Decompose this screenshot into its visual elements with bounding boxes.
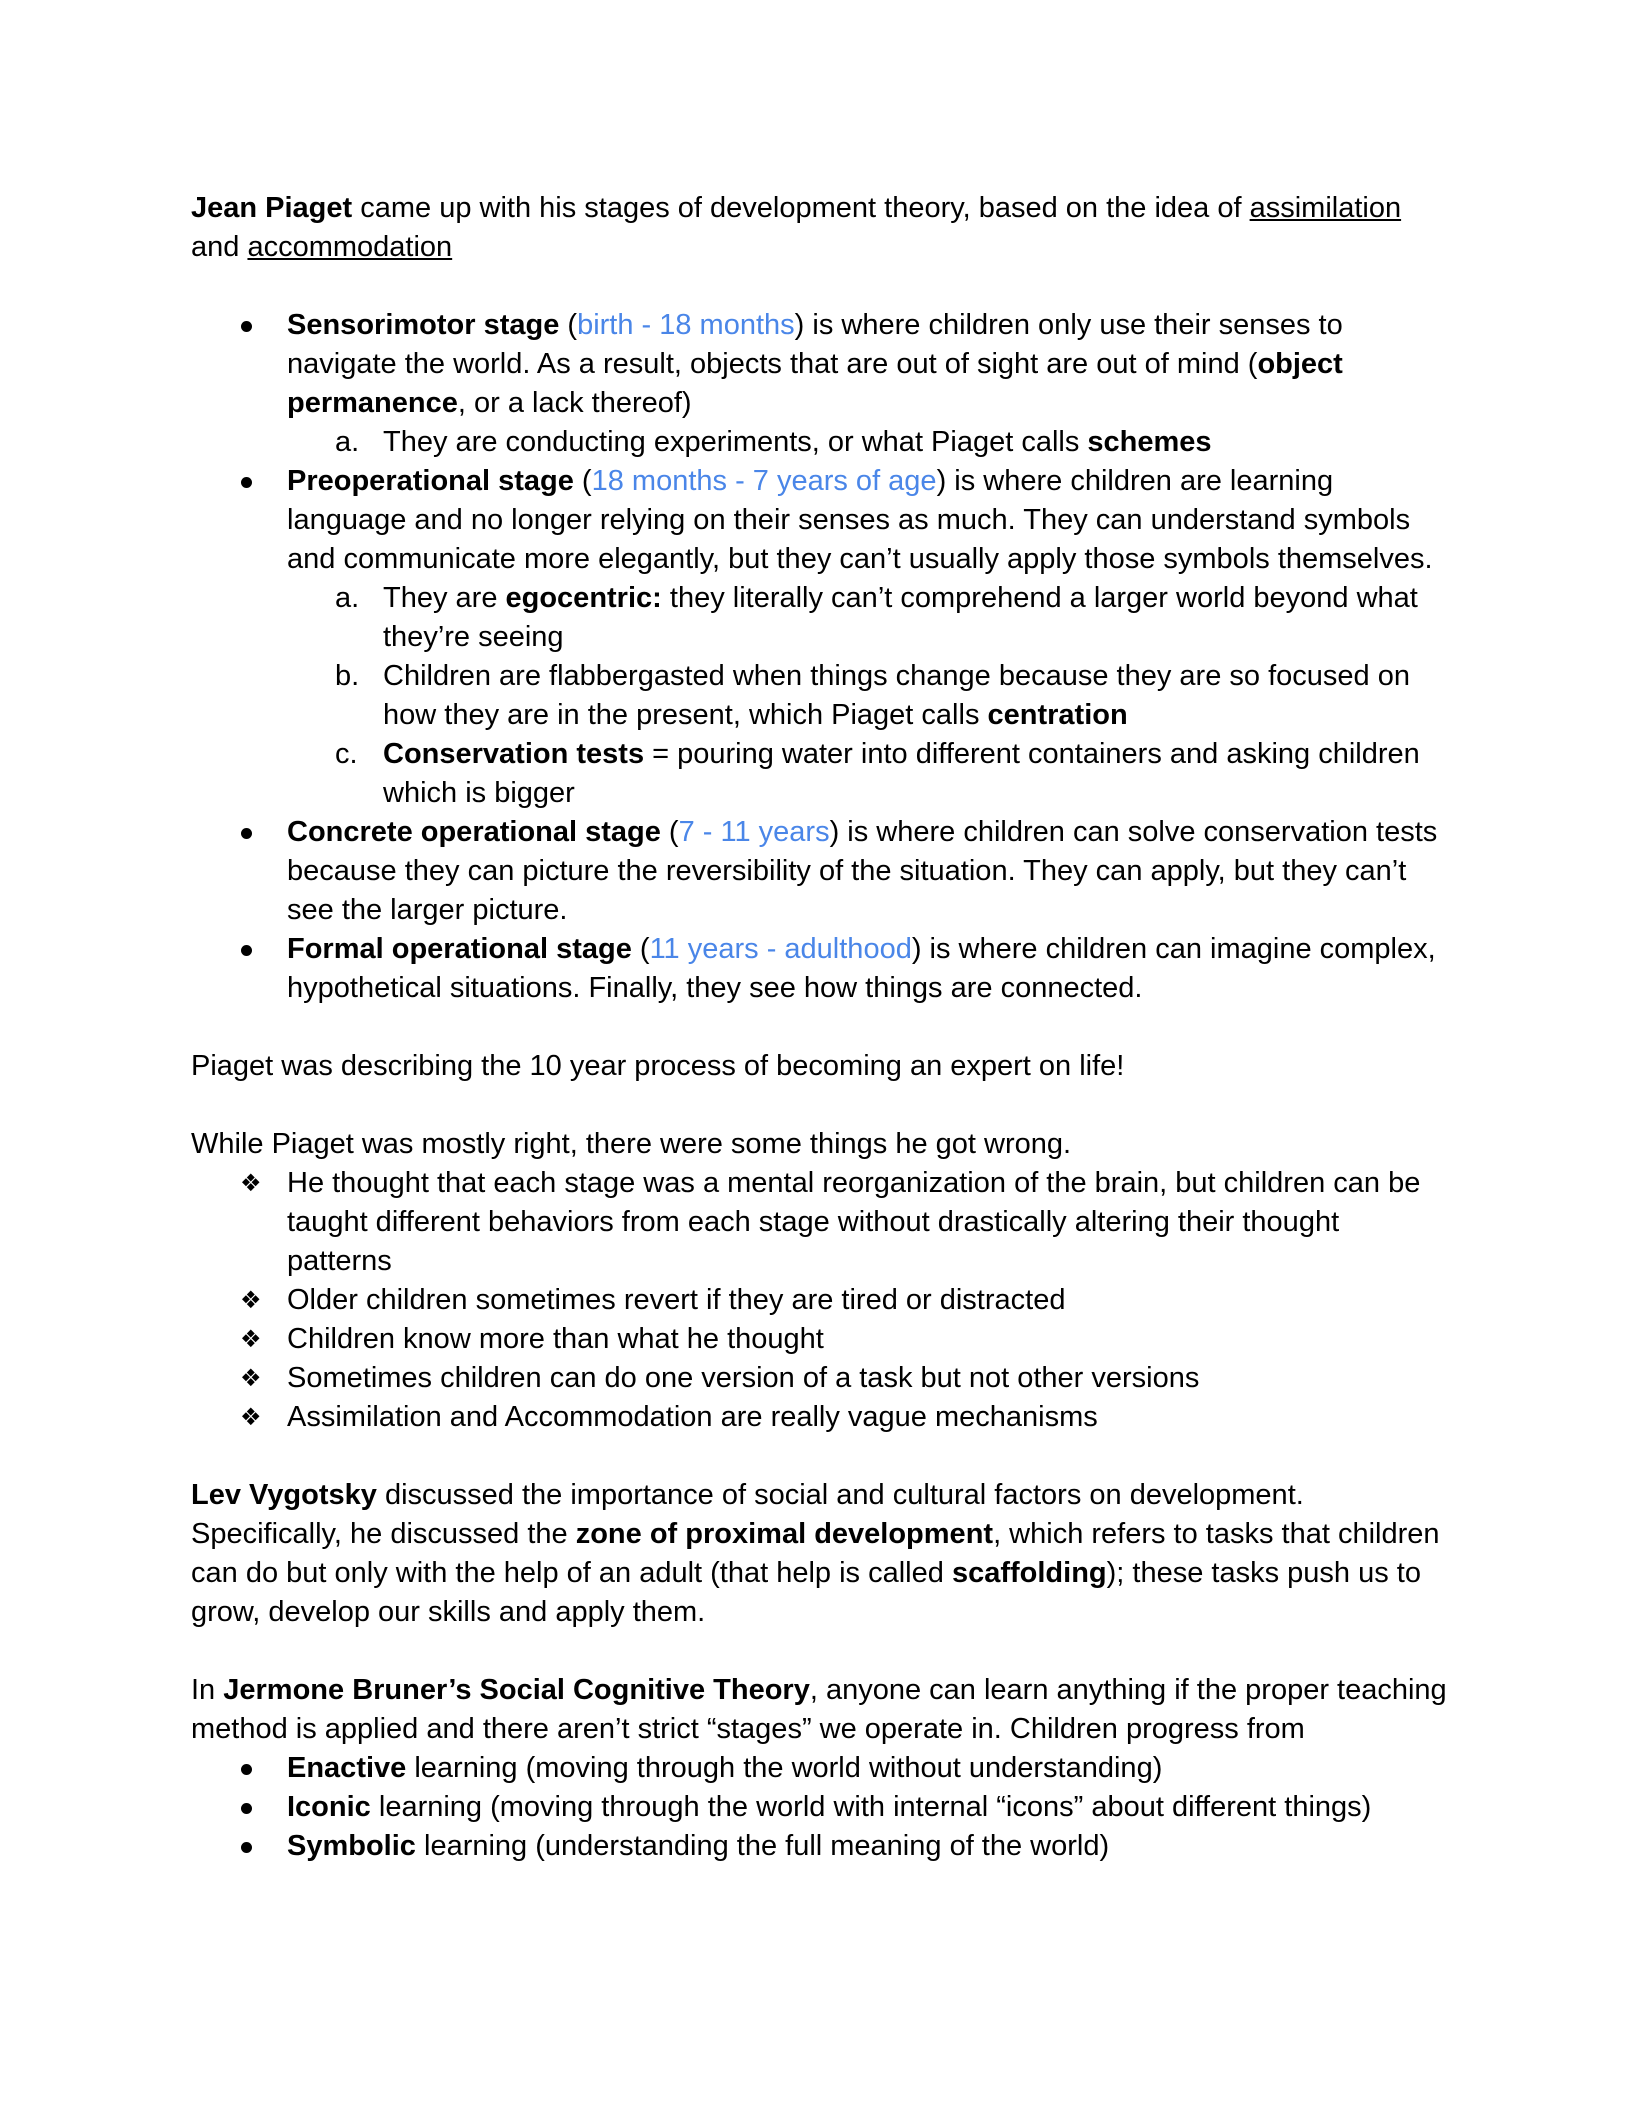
diamond-bullet-icon: ❖ <box>240 1169 262 1197</box>
criticism-text: He thought that each stage was a mental reorganization of the brain, but children can be taught different behaviors from each stage without drastically altering their thought patterns <box>287 1167 1421 1277</box>
piaget-name: Jean Piaget <box>191 192 353 224</box>
learning-description: learning (moving through the world without understanding) <box>406 1752 1163 1784</box>
stage-name: Concrete operational stage <box>287 816 661 848</box>
bruner-theory-name: Jermone Bruner’s Social Cognitive Theory <box>223 1674 810 1706</box>
subpoint <box>287 579 1451 657</box>
scaffolding-term: scaffolding <box>951 1557 1107 1589</box>
learning-type: Enactive <box>287 1752 407 1784</box>
learning-type: Iconic <box>287 1791 371 1823</box>
intro-text-2: and <box>191 231 248 263</box>
stage-name: Sensorimotor stage <box>287 309 560 341</box>
criticism-item <box>191 1320 1451 1359</box>
criticism-item <box>191 1398 1451 1437</box>
stage-name: Preoperational stage <box>287 465 574 497</box>
criticism-text: Children know more than what he thought <box>287 1323 824 1355</box>
subpoint-letter: b. <box>335 660 360 692</box>
preoperational-subpoints <box>287 579 1451 813</box>
diamond-bullet-icon: ❖ <box>240 1286 262 1314</box>
diamond-bullet-icon: ❖ <box>240 1403 262 1431</box>
bullet-icon <box>241 1842 252 1853</box>
intro-text: came up with his stages of development theory, based on the idea of <box>352 192 1250 224</box>
centration-term: centration <box>987 699 1128 731</box>
subpoint <box>287 657 1451 735</box>
bruner-item-enactive <box>191 1749 1451 1788</box>
criticism-text: Assimilation and Accommodation are really vague mechanisms <box>287 1401 1098 1433</box>
stage-preoperational: Preoperational stage (18 months - 7 years of age) is where children are learning language and no longer relying on their senses as much. They can understand symbols and communicate more elegantly, but they can’t usually apply those symbols themselves. a. They are egocentric: they literally can’t comprehend a larger world beyond what they’re seeing b. Children are flabbergasted when things change because they are so focused on how they are in the present, which Piaget calls centration c. Conservation tests = pouring water into different containers and asking children which is bigger <box>191 462 1451 813</box>
diamond-bullet-icon: ❖ <box>240 1325 262 1353</box>
document-body <box>191 189 1451 1866</box>
subpoint-letter: c. <box>335 738 358 770</box>
bullet-icon <box>241 477 252 488</box>
stage-formal-operational: Formal operational stage (11 years - adulthood) is where children can imagine complex, hypothetical situations. Finally, they see how things are connected. <box>191 930 1451 1008</box>
object-permanence-term: object permanence <box>287 348 1343 419</box>
criticism-item <box>191 1281 1451 1320</box>
stage-description: is where children are learning language and no longer relying on their senses as much. They can understand symbols and communicate more elegantly, but they can’t usually apply those symbols themselves. <box>287 465 1433 575</box>
diamond-bullet-icon: ❖ <box>240 1364 262 1392</box>
criticism-intro: While Piaget was mostly right, there were some things he got wrong. <box>191 1128 1072 1160</box>
piaget-intro-paragraph <box>191 189 1451 267</box>
assimilation-term: assimilation <box>1249 192 1402 224</box>
subpoint <box>287 735 1451 813</box>
subpoint-text: They are <box>383 582 506 614</box>
stage-age: 11 years - adulthood <box>649 933 912 965</box>
stage-description: is where children can solve conservation tests because they can picture the reversibility of the situation. They can apply, but they can’t see the larger picture. <box>287 816 1438 926</box>
stage-age: birth - 18 months <box>577 309 795 341</box>
stage-age: 7 - 11 years <box>678 816 830 848</box>
spacer <box>191 1437 1451 1476</box>
stage-concrete-operational: Concrete operational stage (7 - 11 years) is where children can solve conservation tests because they can picture the reversibility of the situation. They can apply, but they can’t see the larger picture. <box>191 813 1451 930</box>
bullet-icon <box>241 1764 252 1775</box>
vygotsky-paragraph <box>191 1476 1451 1632</box>
vygotsky-text-3: ); these tasks push us to grow, develop our skills and apply them. <box>191 1557 1421 1628</box>
vygotsky-text-2: , which refers to tasks that children can do but only with the help of an adult (that help is called <box>191 1518 1440 1589</box>
bullet-icon <box>241 1803 252 1814</box>
stage-description: is where children can imagine complex, hypothetical situations. Finally, they see how things are connected. <box>287 933 1436 1004</box>
bruner-item-iconic <box>191 1788 1451 1827</box>
stage-description-tail: , or a lack thereof) <box>457 387 692 419</box>
bullet-icon <box>241 828 252 839</box>
subpoint-letter: a. <box>335 426 360 458</box>
criticism-text: Older children sometimes revert if they are tired or distracted <box>287 1284 1066 1316</box>
learning-description: learning (moving through the world with internal “icons” about different things) <box>370 1791 1372 1823</box>
sensorimotor-subpoints <box>287 423 1451 462</box>
learning-type: Symbolic <box>287 1830 416 1862</box>
criticism-text: Sometimes children can do one version of a task but not other versions <box>287 1362 1200 1394</box>
bruner-list <box>191 1749 1451 1866</box>
stage-name: Formal operational stage <box>287 933 632 965</box>
bruner-text: , anyone can learn anything if the proper teaching method is applied and there aren’t strict “stages” we operate in. Children progress from <box>191 1674 1447 1745</box>
spacer <box>191 1008 1451 1047</box>
stage-description: is where children only use their senses to navigate the world. As a result, objects that are out of sight are out of mind ( <box>287 309 1343 380</box>
stage-age: 18 months - 7 years of age <box>591 465 937 497</box>
criticism-item <box>191 1164 1451 1281</box>
expert-line: Piaget was describing the 10 year process of becoming an expert on life! <box>191 1050 1125 1082</box>
vygotsky-text: discussed the importance of social and cultural factors on development. Specifically, he discussed the <box>191 1479 1304 1550</box>
spacer <box>191 267 1451 306</box>
bullet-icon <box>241 321 252 332</box>
bruner-paragraph <box>191 1671 1451 1749</box>
subpoint-text: = pouring water into different containers and asking children which is bigger <box>383 738 1420 809</box>
schemes-term: schemes <box>1087 426 1212 458</box>
subpoint <box>287 423 1451 462</box>
bullet-icon <box>241 945 252 956</box>
subpoint-letter: a. <box>335 582 360 614</box>
zpd-term: zone of proximal development <box>575 1518 994 1550</box>
accommodation-term: accommodation <box>247 231 453 263</box>
subpoint-text: Children are flabbergasted when things change because they are so focused on how they are in the present, which Piaget calls <box>383 660 1410 731</box>
spacer <box>191 1086 1451 1125</box>
learning-description: learning (understanding the full meaning of the world) <box>415 1830 1110 1862</box>
conservation-tests-term: Conservation tests <box>383 738 645 770</box>
stage-sensorimotor: Sensorimotor stage (birth - 18 months) is where children only use their senses to navigate the world. As a result, objects that are out of sight are out of mind (object permanence, or a lack thereof) a. They are conducting experiments, or what Piaget calls schemes <box>191 306 1451 462</box>
subpoint-text: They are conducting experiments, or what Piaget calls <box>383 426 1088 458</box>
egocentric-term: egocentric: <box>505 582 662 614</box>
vygotsky-name: Lev Vygotsky <box>191 1479 377 1511</box>
subpoint-text-tail: they literally can’t comprehend a larger world beyond what they’re seeing <box>383 582 1418 653</box>
criticism-item <box>191 1359 1451 1398</box>
bruner-lead: In <box>191 1674 224 1706</box>
criticism-list <box>191 1164 1451 1437</box>
stages-list <box>191 306 1451 1008</box>
spacer <box>191 1632 1451 1671</box>
bruner-item-symbolic <box>191 1827 1451 1866</box>
